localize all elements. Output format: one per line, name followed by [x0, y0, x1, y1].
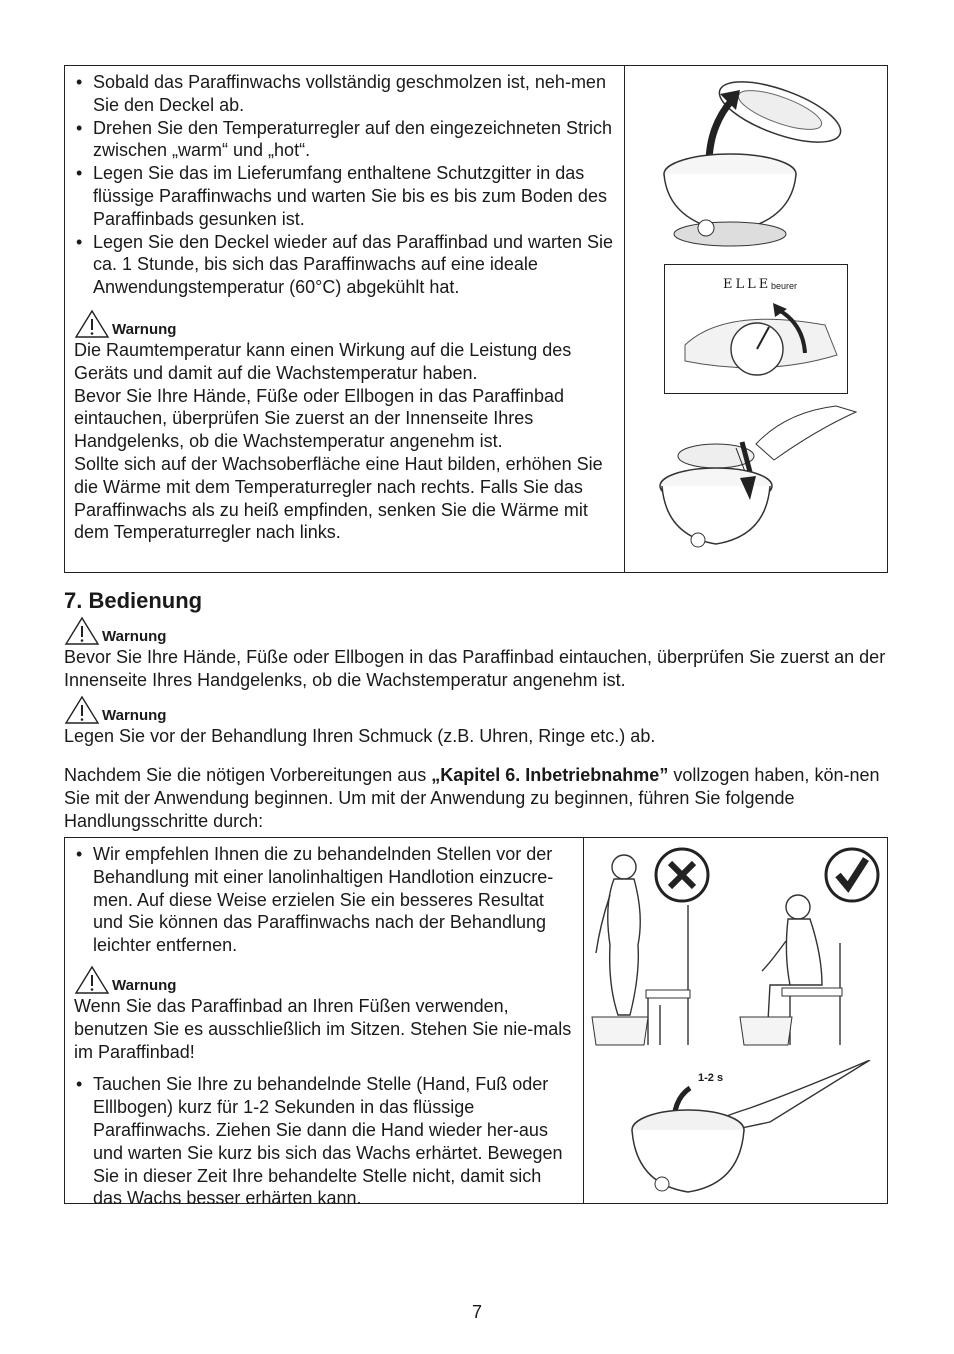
list-item: • Wir empfehlen Ihnen die zu behandelnden Stellen vor der Behandlung mit einer lanolinhaltigen Handlotion einzucre-men. Auf diese Weise erzielen Sie ein besseres Resultat und Sie können das Paraffinwachs nach der Behandlung leichter entfernen. [74, 843, 574, 957]
hand-dip-illustration [620, 1060, 882, 1200]
section-warning-2 [64, 695, 894, 748]
box-divider [624, 66, 625, 572]
warning-text: Sollte sich auf der Wachsoberfläche eine Haut bilden, erhöhen Sie die Wärme mit dem Temperaturregler nach rechts. Falls Sie das Paraffinwachs als zu heiß empfinden, senken Sie die Wärme mit dem Temperaturregler nach links. [74, 453, 603, 543]
warning-text: Legen Sie vor der Behandlung Ihren Schmuck (z.B. Uhren, Ringe etc.) ab. [64, 726, 656, 746]
lid-removal-illustration [640, 72, 866, 252]
warning-heading [74, 309, 614, 339]
warning-heading [74, 965, 574, 995]
posture-illustration [590, 845, 882, 1057]
top-bullet-list [74, 71, 614, 299]
list-item: • Drehen Sie den Temperaturregler auf den eingezeichneten Strich zwischen „warm“ und „hot“. [74, 117, 614, 163]
warning-label: Warnung [112, 320, 177, 338]
brand-logo: ELLE [723, 277, 772, 292]
warning-text: Wenn Sie das Paraffinbad an Ihren Füßen verwenden, benutzen Sie es ausschließlich im Sitzen. Stehen Sie nie-mals im Paraffinbad! [74, 995, 572, 1062]
section-heading: 7. Bedienung [64, 588, 203, 613]
chapter-reference: „Kapitel 6. Inbetriebnahme” [431, 765, 669, 785]
temperature-dial-icon [665, 265, 849, 395]
list-item: • Sobald das Paraffinwachs vollständig geschmolzen ist, neh-men Sie den Deckel ab. [74, 71, 614, 117]
dip-time-label: 1-2 s [698, 1072, 724, 1084]
warning-text: Die Raumtemperatur kann einen Wirkung auf die Leistung des Geräts und damit auf die Wachstemperatur haben. [74, 339, 572, 383]
page-number: 7 [471, 1302, 482, 1322]
control-panel-frame [664, 264, 848, 394]
warning-heading [64, 616, 894, 646]
box-divider [583, 838, 584, 1203]
warning-icon [74, 965, 110, 995]
bottom-text-column [74, 843, 574, 1210]
warning-label: Warnung [102, 628, 167, 645]
warning-icon [64, 616, 100, 646]
list-item: • Legen Sie das im Lieferumfang enthaltene Schutzgitter in das flüssige Paraffinwachs und warten Sie bis es bis zum Boden des Paraffinbads gesunken ist. [74, 162, 614, 230]
warning-label: Warnung [102, 707, 167, 724]
bottom-bullet-list [74, 1073, 574, 1210]
warning-text: Bevor Sie Ihre Hände, Füße oder Ellbogen in das Paraffinbad eintauchen, überprüfen Sie zuerst an der Innenseite Ihres Handgelenks, ob die Wachstemperatur angenehm ist. [64, 647, 886, 690]
intro-text: vollzogen haben, kön-nen Sie mit der Anwendung beginnen. Um mit der Anwendung zu beginnen, führen Sie folgende Handlungsschritte durch: [64, 765, 880, 831]
warning-heading [64, 695, 894, 725]
warning-label: Warnung [112, 976, 177, 994]
list-item: • Legen Sie den Deckel wieder auf das Paraffinbad und warten Sie ca. 1 Stunde, bis sich das Paraffinwachs auf eine ideale Anwendungstemperatur (60°C) abgekühlt hat. [74, 231, 614, 299]
intro-paragraph [64, 764, 894, 832]
warning-icon [74, 309, 110, 339]
warning-text: Bevor Sie Ihre Hände, Füße oder Ellbogen in das Paraffinbad eintauchen, überprüfen Sie zuerst an der Innenseite Ihres Handgelenks, ob die Wachstemperatur angenehm ist. [74, 385, 564, 452]
grid-insert-illustration [656, 404, 882, 564]
brand-sub: beurer [771, 281, 798, 291]
top-text-column [74, 71, 614, 544]
section-warning-1 [64, 616, 894, 692]
list-item: • Tauchen Sie Ihre zu behandelnde Stelle (Hand, Fuß oder Elllbogen) kurz für 1-2 Sekunden in das flüssige Paraffinwachs. Ziehen Sie dann die Hand wieder her-aus und warten Sie kurz bis sich das Wachs erhärtet. Bewegen Sie in dieser Zeit Ihre behandelte Stelle nicht, damit sich das Wachs besser erhärten kann. [74, 1073, 574, 1210]
intro-text: Nachdem Sie die nötigen Vorbereitungen aus [64, 765, 432, 785]
warning-icon [64, 695, 100, 725]
bottom-bullet-list [74, 843, 574, 957]
